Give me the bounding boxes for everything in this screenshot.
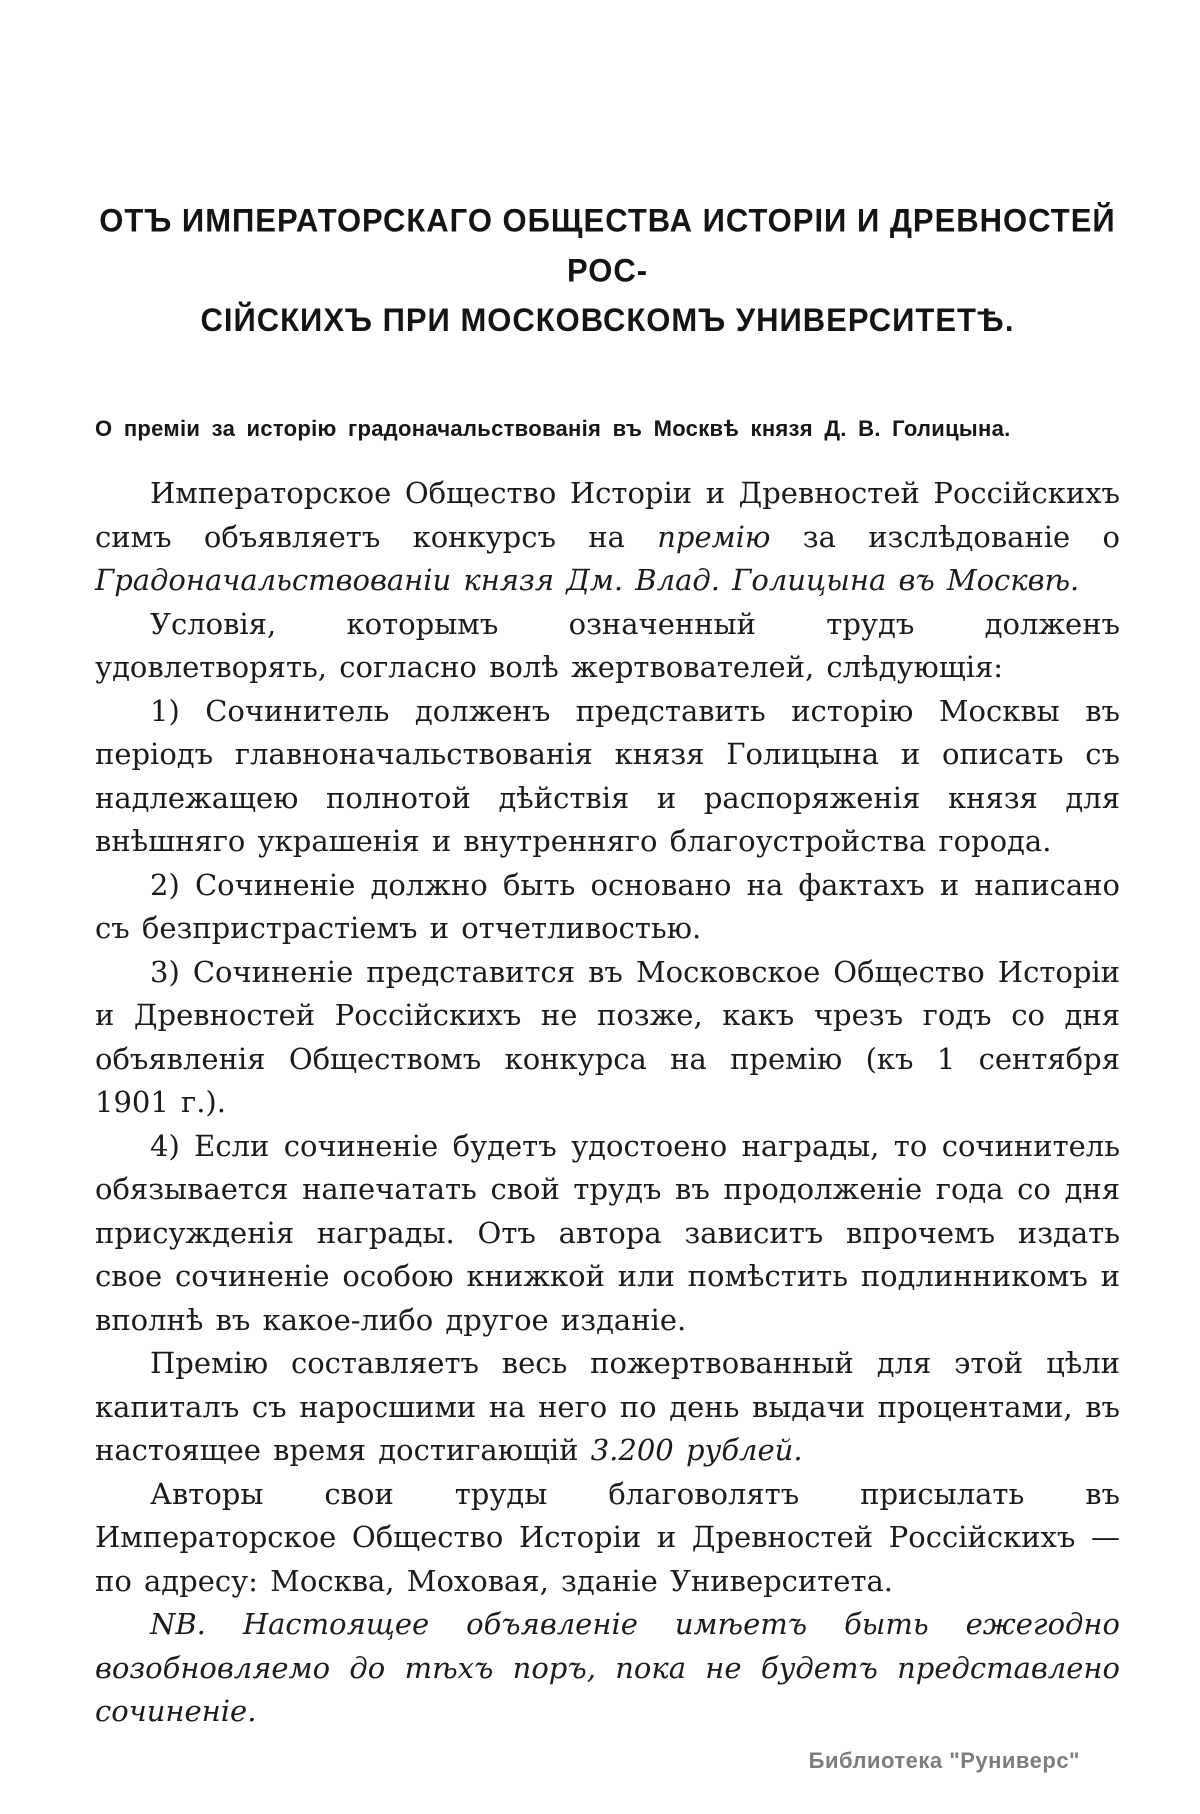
text-run: Премію составляетъ весь пожертвованный для этой цѣли капиталъ съ наросшими на него по день выдачи процентами, въ настоящее время достигающій — [95, 1346, 1120, 1467]
text-run: за изслѣдованіе о — [770, 519, 1120, 554]
library-watermark: Библиотека "Руниверс" — [808, 1748, 1080, 1773]
title-line-2: СІЙСКИХЪ ПРИ МОСКОВСКОМЪ УНИВЕРСИТЕТѢ. — [200, 302, 1015, 339]
list-item-2: 2) Сочиненіе должно быть основано на фактахъ и написано съ безпристрастіемъ и отчетливостью. — [95, 867, 1120, 945]
document-subtitle: О преміи за исторію градоначальствованія въ Москвѣ князя Д. В. Голицына. — [95, 416, 1011, 441]
italic-run-amount: 3.200 рублей. — [590, 1433, 803, 1467]
paragraph-nota-bene: NB. Настоящее объявленіе имѣетъ быть ежегодно возобновляемо до тѣхъ поръ, пока не будетъ представлено сочиненіе. — [95, 1607, 1120, 1728]
list-item-3: 3) Сочиненіе представится въ Московское Общество Исторіи и Древностей Россійскихъ не позже, какъ чрезъ годъ со дня объявленія Обществомъ конкурса на премію (къ 1 сентября 1901 г.). — [95, 954, 1120, 1119]
list-item-1: 1) Сочинитель долженъ представить исторію Москвы въ періодъ главноначальствованія князя Голицына и описать съ надлежащею полнотой дѣйствія и распоряженія князя для внѣшняго украшенія и внутренняго благоустройства города. — [95, 693, 1120, 858]
paragraph-conditions: Условія, которымъ означенный трудъ долженъ удовлетворять, согласно волѣ жертвователей, слѣдующія: — [95, 606, 1120, 684]
paragraph-authors: Авторы свои труды благоволятъ присылать въ Императорское Общество Исторіи и Древностей Россійскихъ — по адресу: Москва, Моховая, зданіе Университета. — [95, 1476, 1120, 1598]
text-run: Императорское Общество Исторіи и Древностей Россійскихъ симъ объявляетъ конкурсъ на — [95, 476, 1120, 554]
title-line-1: ОТЪ ИМПЕРАТОРСКАГО ОБЩЕСТВА ИСТОРІИ И ДРЕВНОСТЕЙ РОС- — [99, 202, 1116, 289]
list-item-4: 4) Если сочиненіе будетъ удостоено награды, то сочинитель обязывается напечатать свой трудъ въ продолженіе года со дня присужденія награды. Отъ автора зависитъ впрочемъ издать свое сочиненіе особою книжкой или помѣстить подлинникомъ и вполнѣ въ какое-либо другое изданіе. — [95, 1128, 1120, 1337]
page-content — [95, 196, 1120, 1734]
paragraph-prize — [95, 1342, 1120, 1473]
italic-run-gradonachalstvo: Градоначальствованіи князя Дм. Влад. Голицына въ Москвѣ. — [95, 563, 1080, 597]
italic-run-premiyu: премію — [657, 519, 771, 554]
document-body — [95, 472, 1120, 1734]
paragraph-opening — [95, 472, 1120, 603]
document-title — [95, 196, 1120, 346]
